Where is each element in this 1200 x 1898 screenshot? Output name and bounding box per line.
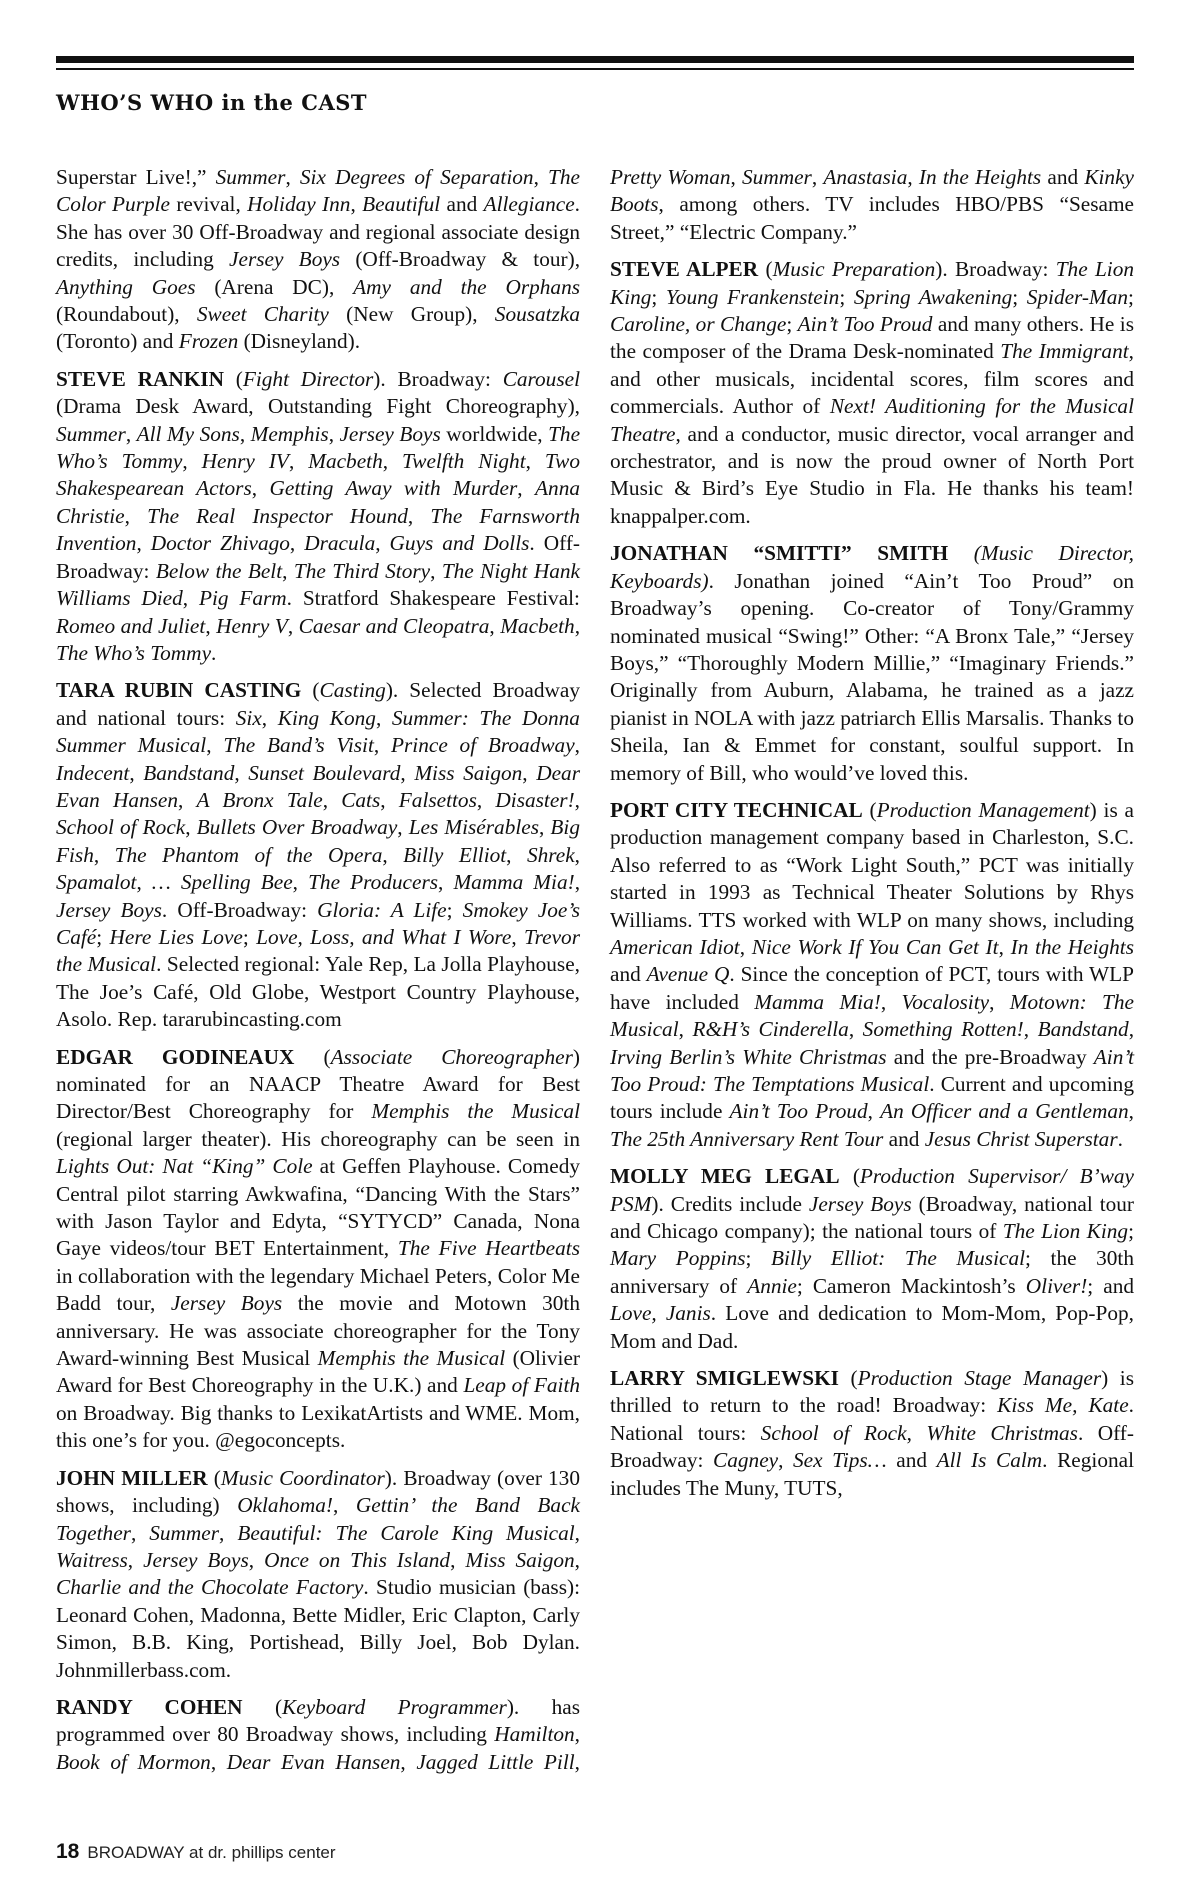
bio-john-miller: JOHN MILLER (Music Coordinator). Broadway (over 130 shows, including) Oklahoma!, Gettin’ the Band Back Together, Summer, Beautiful: The Carole King Musical, Waitress, Jersey Boys, Once on This Island, Miss Saigon, Charlie and the Chocolate Factory. Studio musician (bass): Leonard Cohen, Madonna, Bette Midler, Eric Clapton, Carly Simon, B.B. King, Portishead, Billy Joel, Bob Dylan. Johnmillerbass.com. — [56, 1465, 580, 1682]
section-title: WHO’S WHO in the CAST — [56, 90, 368, 115]
bio-edgar-godineaux: EDGAR GODINEAUX (Associate Choreographer) nominated for an NAACP Theatre Award for Best Director/Best Choreography for Memphis the Musical (regional larger theater). His choreography can be seen in Lights Out: Nat “King” Cole at Geffen Playhouse. Comedy Central pilot starring Awkwafina, “Dancing With the Stars” with Jason Taylor and Edyta, “SYTYCD” Canada, Nona Gaye videos/tour BET Entertainment, The Five Heartbeats in collaboration with the legendary Michael Peters, Color Me Badd tour, Jersey Boys the movie and Motown 30th anniversary. He was associate choreographer for the Tony Award-winning Best Musical Memphis the Musical (Olivier Award for Best Choreography in the U.K.) and Leap of Faith on Broadway. Big thanks to LexikatArtists and WME. Mom, this one’s for you. @egoconcepts. — [56, 1044, 581, 1453]
bio-continued: Superstar Live!,” Summer, Six Degrees of Separation, The Color Purple revival, Holiday Inn, Beautiful and Allegiance. She has over 30 Off-Broadway and regional associate design credits, including Jersey Boys (Off-Broadway & tour), Anything Goes (Arena DC), Amy and the Orphans (Roundabout), Sweet Charity (New Group), Sousatzka (Toronto) and Frozen (Disneyland). — [56, 165, 581, 354]
publication-name: BROADWAY at dr. phillips center — [87, 1843, 336, 1862]
page-footer — [56, 1840, 336, 1864]
bio-steve-alper: STEVE ALPER (Music Preparation). Broadway: The Lion King; Young Frankenstein; Spring Awakening; Spider-Man; Caroline, or Change; Ain’t Too Proud and many others. He is the composer of the Drama Desk-nominated The Immigrant, and other musicals, incidental scores, film scores and commercials. Author of Next! Auditioning for the Musical Theatre, and a conductor, music director, vocal arranger and orchestrator, and is now the proud owner of North Port Music & Bird’s Eye Studio in Fla. He thanks his team! knappalper.com. — [610, 257, 1135, 528]
header-rule-thick — [56, 56, 1134, 63]
bio-columns — [56, 164, 1134, 1784]
bio-steve-rankin: STEVE RANKIN (Fight Director). Broadway: Carousel (Drama Desk Award, Outstanding Fight Choreography), Summer, All My Sons, Memphis, Jersey Boys worldwide, The Who’s Tommy, Henry IV, Macbeth, Twelfth Night, Two Shakespearean Actors, Getting Away with Murder, Anna Christie, The Real Inspector Hound, The Farnsworth Invention, Doctor Zhivago, Dracula, Guys and Dolls. Off-Broadway: Below the Belt, The Third Story, The Night Hank Williams Died, Pig Farm. Stratford Shakespeare Festival: Romeo and Juliet, Henry V, Caesar and Cleopatra, Macbeth, The Who’s Tommy. — [56, 366, 581, 665]
header-rule-thin — [56, 68, 1134, 70]
bio-randy-cohen: RANDY COHEN (Keyboard Programmer). has programmed over 80 Broadway shows, including Hamilton, Book of Mormon, Dear Evan Hansen, Jagged Little Pill, Pretty Woman, Summer, Anastasia, In the Heights and Kinky Boots, among others. TV includes HBO/PBS “Sesame Street,” “Electric Company.” — [56, 165, 1134, 1774]
page-number: 18 — [56, 1840, 80, 1863]
bio-tara-rubin-casting: TARA RUBIN CASTING (Casting). Selected Broadway and national tours: Six, King Kong, Summer: The Donna Summer Musical, The Band’s Visit, Prince of Broadway, Indecent, Bandstand, Sunset Boulevard, Miss Saigon, Dear Evan Hansen, A Bronx Tale, Cats, Falsettos, Disaster!, School of Rock, Bullets Over Broadway, Les Misérables, Big Fish, The Phantom of the Opera, Billy Elliot, Shrek, Spamalot, … Spelling Bee, The Producers, Mamma Mia!, Jersey Boys. Off-Broadway: Gloria: A Life; Smokey Joe’s Café; Here Lies Love; Love, Loss, and What I Wore, Trevor the Musical. Selected regional: Yale Rep, La Jolla Playhouse, The Joe’s Café, Old Globe, Westport Country Playhouse, Asolo. Rep. tararubincasting.com — [56, 678, 581, 1032]
bio-jonathan-smith: JONATHAN “SMITTI” SMITH (Music Director, Keyboards). Jonathan joined “Ain’t Too Proud” on Broadway’s opening. Co-creator of Tony/Grammy nominated musical “Swing!” Other: “A Bronx Tale,” “Jersey Boys,” “Thoroughly Modern Millie,” “Imaginary Friends.” Originally from Auburn, Alabama, he trained as a jazz pianist in NOLA with jazz patriarch Ellis Marsalis. Thanks to Sheila, Ian & Emmet for constant, soulful support. In memory of Bill, who would’ve loved this. — [610, 541, 1134, 785]
bio-larry-smiglewski: LARRY SMIGLEWSKI (Production Stage Manager) is thrilled to return to the road! Broadway: Kiss Me, Kate. National tours: School of Rock, White Christmas. Off-Broadway: Cagney, Sex Tips… and All Is Calm. Regional includes The Muny, TUTS, — [610, 1366, 1135, 1500]
bio-port-city-technical: PORT CITY TECHNICAL (Production Management) is a production management company based in Charleston, S.C. Also referred to as “Work Light South,” PCT was initially started in 1993 as Technical Theater Solutions by Rhys Williams. TTS worked with WLP on many shows, including American Idiot, Nice Work If You Can Get It, In the Heights and Avenue Q. Since the conception of PCT, tours with WLP have included Mamma Mia!, Vocalosity, Motown: The Musical, R&H’s Cinderella, Something Rotten!, Bandstand, Irving Berlin’s White Christmas and the pre-Broadway Ain’t Too Proud: The Temptations Musical. Current and upcoming tours include Ain’t Too Proud, An Officer and a Gentleman, The 25th Anniversary Rent Tour and Jesus Christ Superstar. — [610, 797, 1135, 1151]
bio-molly-meg-legal: MOLLY MEG LEGAL (Production Supervisor/ B’way PSM). Credits include Jersey Boys (Broadway, national tour and Chicago company); the national tours of The Lion King; Mary Poppins; Billy Elliot: The Musical; the 30th anniversary of Annie; Cameron Mackintosh’s Oliver!; and Love, Janis. Love and dedication to Mom-Mom, Pop-Pop, Mom and Dad. — [610, 1164, 1135, 1353]
